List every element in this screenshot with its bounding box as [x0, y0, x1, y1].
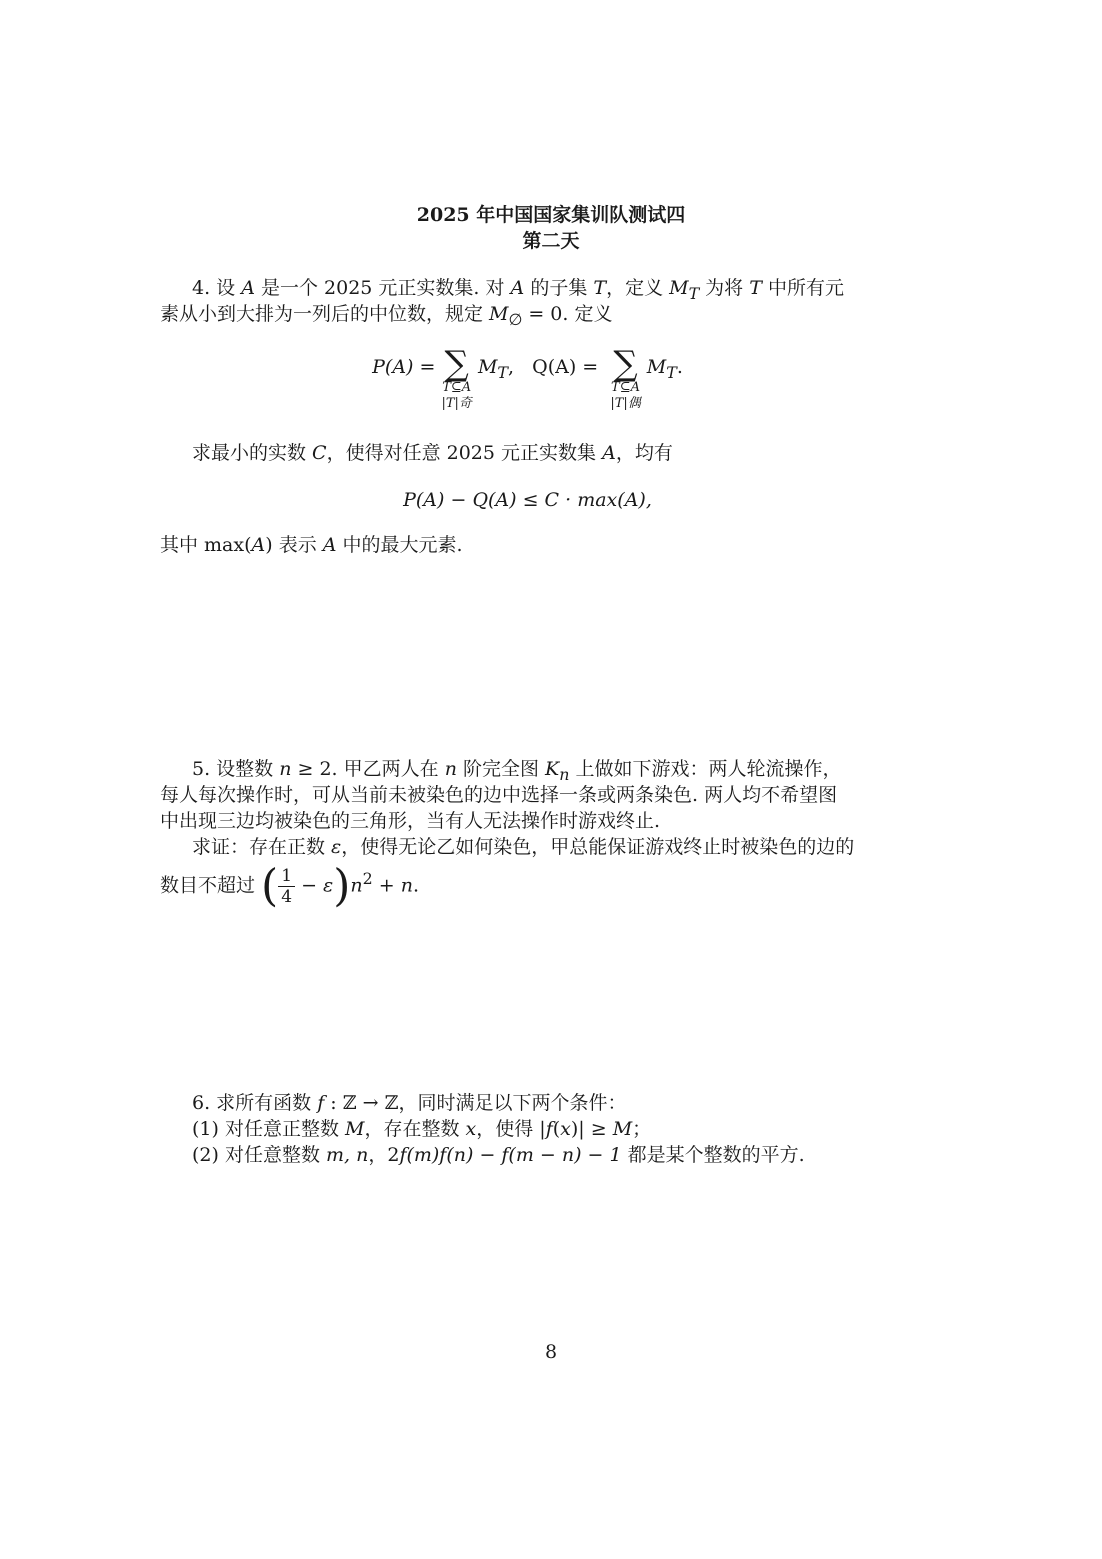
text: ，2 — [368, 1144, 400, 1166]
text: − ε — [295, 874, 334, 897]
text: 中所有元 — [761, 277, 844, 299]
var: n — [350, 874, 363, 897]
var: M — [345, 1118, 365, 1140]
text: ，使得无论乙如何染色，甲总能保证游戏终止时被染色的边的 — [341, 836, 855, 858]
page-title: 2025 年中国国家集训队测试四 — [416, 204, 686, 226]
var: T — [593, 277, 607, 299]
display-formula-PQ — [160, 344, 895, 412]
var: M — [612, 1118, 633, 1140]
sigma-icon: ∑ — [444, 344, 469, 384]
var: M — [477, 356, 498, 378]
sub: T — [497, 362, 508, 382]
text: 4. 设 — [192, 277, 242, 299]
var: M — [669, 277, 689, 299]
sub: n — [559, 764, 570, 784]
var: n — [444, 758, 457, 780]
var: K — [545, 758, 560, 780]
limit-top: T⊆A — [611, 380, 640, 395]
var: A — [241, 277, 255, 299]
text: + — [372, 874, 401, 897]
var: f — [545, 1118, 553, 1140]
text: (1) 对任意正整数 — [192, 1118, 345, 1140]
text: 求最小的实数 — [192, 442, 313, 464]
text: ，使得对任意 2025 元正实数集 — [326, 442, 603, 464]
var: x — [465, 1118, 477, 1140]
problem-5-line3: 中出现三边均被染色的三角形，当有人无法操作时游戏终止. — [160, 810, 661, 832]
sum-odd — [441, 344, 472, 412]
var: x — [560, 1118, 571, 1140]
exponent: 2 — [362, 869, 373, 888]
text: ，定义 — [606, 277, 670, 299]
text: = 0. 定义 — [522, 303, 613, 325]
text: 素从小到大排为一列后的中位数，规定 — [160, 303, 490, 325]
text: 5. 设整数 — [192, 758, 280, 780]
text: . — [676, 356, 683, 378]
var: n — [279, 758, 292, 780]
text: (2) 对任意整数 — [192, 1144, 326, 1166]
limit-bottom: |T|奇 — [441, 396, 472, 411]
text: ，使得 | — [476, 1118, 546, 1140]
text: 求证：存在正数 — [192, 836, 332, 858]
text: ，均有 — [615, 442, 673, 464]
var: M — [489, 303, 509, 325]
text: )| ≥ — [570, 1118, 613, 1140]
text: 是一个 2025 元正实数集. 对 — [254, 277, 511, 299]
Q-def: , Q(A) = — [507, 356, 605, 378]
text: ≥ 2. 甲乙两人在 — [291, 758, 445, 780]
display-inequality — [160, 487, 895, 513]
var: M — [646, 356, 667, 378]
right-paren-icon: ) — [333, 860, 351, 912]
limit-top: T⊆A — [442, 380, 472, 395]
left-paren-icon: ( — [261, 860, 279, 912]
text: 中的最大元素. — [336, 534, 463, 556]
text: ) 表示 — [265, 534, 323, 556]
problem-4-line2 — [160, 301, 895, 333]
text: 其中 max( — [160, 534, 252, 556]
var: f — [317, 1092, 325, 1114]
var: ε — [331, 836, 342, 858]
text: 为将 — [699, 277, 750, 299]
page-subtitle: 第二天 — [522, 230, 580, 252]
text: 6. 求所有函数 — [192, 1092, 318, 1114]
text: . — [413, 874, 420, 897]
P-def: P(A) = — [372, 356, 436, 378]
sub: T — [666, 362, 677, 382]
problem-6-condition-1 — [160, 1116, 895, 1142]
sub: ∅ — [508, 309, 523, 329]
text: ； — [632, 1118, 652, 1140]
text: 数目不超过 — [160, 874, 262, 897]
inequality: P(A) − Q(A) ≤ C · max(A), — [403, 489, 652, 511]
var: A — [602, 442, 616, 464]
expression: f(m)f(n) − f(m − n) − 1 — [399, 1144, 622, 1166]
sum-even — [610, 344, 641, 412]
problem-4-question — [160, 440, 895, 466]
text: 都是某个整数的平方. — [621, 1144, 805, 1166]
problem-5-line2: 每人每次操作时，可从当前未被染色的边中选择一条或两条染色. 两人均不希望图 — [160, 784, 838, 806]
var: n — [400, 874, 413, 897]
numerator: 1 — [278, 866, 295, 887]
var: m, n — [326, 1144, 369, 1166]
page-number: 8 — [544, 1341, 558, 1363]
var: T — [749, 277, 762, 299]
problem-6-condition-2 — [160, 1142, 895, 1168]
text: 的子集 — [524, 277, 594, 299]
text: ( — [552, 1118, 561, 1140]
fraction — [278, 866, 295, 907]
var: A — [322, 534, 337, 556]
text: : ℤ → ℤ，同时满足以下两个条件： — [324, 1092, 627, 1114]
denominator: 4 — [281, 886, 293, 907]
limit-bottom: |T|偶 — [610, 396, 641, 411]
text: 阶完全图 — [456, 758, 546, 780]
sigma-icon: ∑ — [613, 344, 638, 384]
problem-4-note — [160, 532, 895, 558]
problem-6-statement — [160, 1090, 895, 1116]
var: C — [312, 442, 327, 464]
problem-5-bound — [160, 855, 895, 912]
var: A — [510, 277, 525, 299]
sub: T — [688, 283, 700, 303]
text: ，存在整数 — [364, 1118, 466, 1140]
var: A — [251, 534, 266, 556]
text: 上做如下游戏：两人轮流操作， — [569, 758, 842, 780]
